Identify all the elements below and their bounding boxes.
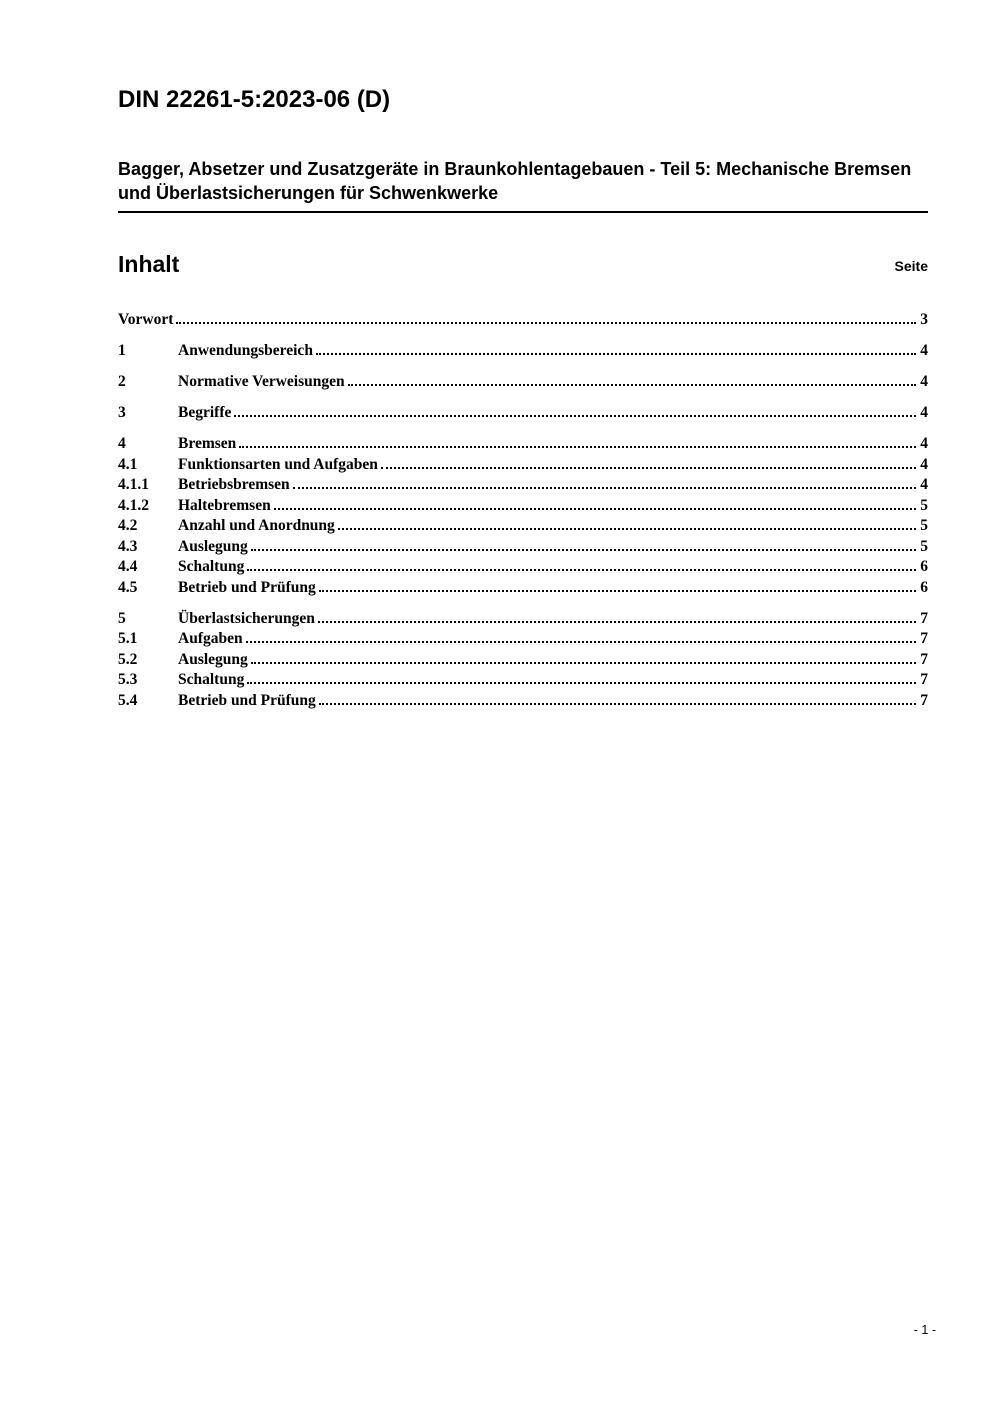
toc-entry-label: Aufgaben	[178, 630, 243, 648]
toc-header	[118, 251, 928, 277]
toc-entry-page: 5	[920, 537, 928, 555]
toc-entry-page: 4	[920, 476, 928, 494]
toc-entry	[118, 557, 928, 578]
toc-entry	[118, 475, 928, 496]
toc-entry-number: 4	[118, 435, 126, 453]
page-number: - 1 -	[913, 1323, 936, 1337]
toc-entry-label: Schaltung	[178, 558, 245, 576]
toc-entry-number: 5.3	[118, 671, 138, 689]
toc-dot-leader	[247, 682, 916, 684]
toc-entry-number: 2	[118, 373, 126, 391]
toc-entry-number: 4.4	[118, 558, 138, 576]
toc-entry-page: 5	[920, 496, 928, 514]
toc-entry-number: 4.3	[118, 537, 138, 555]
toc-entry-page: 6	[920, 558, 928, 576]
toc-entry-label: Haltebremsen	[178, 496, 271, 514]
toc-entry-number: 5.1	[118, 630, 138, 648]
toc-entry-label: Betrieb und Prüfung	[178, 578, 316, 596]
toc-entry-page: 4	[920, 455, 928, 473]
toc-entry-number: 4.1.2	[118, 496, 149, 514]
toc-entry	[118, 609, 928, 630]
toc-entry-label: Schaltung	[178, 671, 245, 689]
toc-dot-leader	[348, 384, 916, 386]
toc-entry-label: Begriffe	[178, 404, 232, 422]
toc-entry-label: Funktionsarten und Aufgaben	[178, 455, 378, 473]
toc-entry	[118, 455, 928, 476]
toc-entry	[118, 341, 928, 362]
toc-dot-leader	[246, 641, 916, 643]
toc-page-column-label: Seite	[894, 258, 928, 275]
toc-entry-number: 5.2	[118, 650, 138, 668]
toc-entry	[118, 310, 928, 331]
toc-entry-page: 6	[920, 578, 928, 596]
toc-entry	[118, 691, 928, 712]
toc-entry-page: 4	[920, 435, 928, 453]
toc-entry-number: 5	[118, 609, 126, 627]
toc-entry-page: 4	[920, 404, 928, 422]
toc-entry	[118, 516, 928, 537]
toc-entry	[118, 537, 928, 558]
toc-entry-page: 7	[920, 650, 928, 668]
toc-entry	[118, 670, 928, 691]
toc-dot-leader	[338, 528, 916, 530]
toc-entry-number: 5.4	[118, 691, 138, 709]
toc-entry	[118, 403, 928, 424]
toc-entry	[118, 434, 928, 455]
toc-entry-number: 4.2	[118, 517, 138, 535]
toc-dot-leader	[251, 549, 916, 551]
toc-dot-leader	[274, 508, 916, 510]
toc-dot-leader	[239, 446, 916, 448]
toc-entry-label: Vorwort	[118, 311, 174, 329]
toc-entry-page: 7	[920, 691, 928, 709]
toc-entry-label: Auslegung	[178, 537, 248, 555]
toc-entry-label: Betrieb und Prüfung	[178, 691, 316, 709]
toc-dot-leader	[316, 353, 916, 355]
toc-dot-leader	[234, 415, 916, 417]
toc-entry	[118, 629, 928, 650]
document-title: Bagger, Absetzer und Zusatzgeräte in Braunkohlentagebauen - Teil 5: Mechanische Bremsen und Überlastsicherungen für Schwenkwerke	[118, 157, 928, 213]
toc-entry	[118, 578, 928, 599]
toc-entry-label: Normative Verweisungen	[178, 373, 345, 391]
toc-entry-page: 5	[920, 517, 928, 535]
toc-entry-label: Bremsen	[178, 435, 237, 453]
toc-list	[118, 310, 928, 711]
toc-entry-label: Auslegung	[178, 650, 248, 668]
toc-entry-label: Anwendungsbereich	[178, 342, 313, 360]
toc-entry-label: Betriebsbremsen	[178, 476, 290, 494]
toc-dot-leader	[247, 569, 916, 571]
toc-entry-page: 3	[920, 311, 928, 329]
toc-entry-number: 1	[118, 342, 126, 360]
toc-entry-page: 7	[920, 630, 928, 648]
toc-entry	[118, 650, 928, 671]
toc-entry-number: 3	[118, 404, 126, 422]
toc-entry-page: 4	[920, 342, 928, 360]
toc-dot-leader	[251, 662, 916, 664]
toc-entry	[118, 372, 928, 393]
document-number: DIN 22261-5:2023-06 (D)	[118, 86, 391, 113]
toc-entry	[118, 496, 928, 517]
toc-dot-leader	[319, 590, 916, 592]
toc-dot-leader	[319, 703, 916, 705]
toc-dot-leader	[176, 322, 916, 324]
toc-entry-label: Überlastsicherungen	[178, 609, 315, 627]
toc-dot-leader	[293, 487, 916, 489]
toc-entry-label: Anzahl und Anordnung	[178, 517, 335, 535]
toc-entry-page: 7	[920, 609, 928, 627]
toc-entry-page: 7	[920, 671, 928, 689]
toc-dot-leader	[381, 467, 916, 469]
toc-entry-number: 4.1.1	[118, 476, 149, 494]
toc-heading: Inhalt	[118, 250, 180, 277]
toc-entry-page: 4	[920, 373, 928, 391]
toc-dot-leader	[318, 621, 916, 623]
toc-entry-number: 4.1	[118, 455, 138, 473]
toc-entry-number: 4.5	[118, 578, 138, 596]
